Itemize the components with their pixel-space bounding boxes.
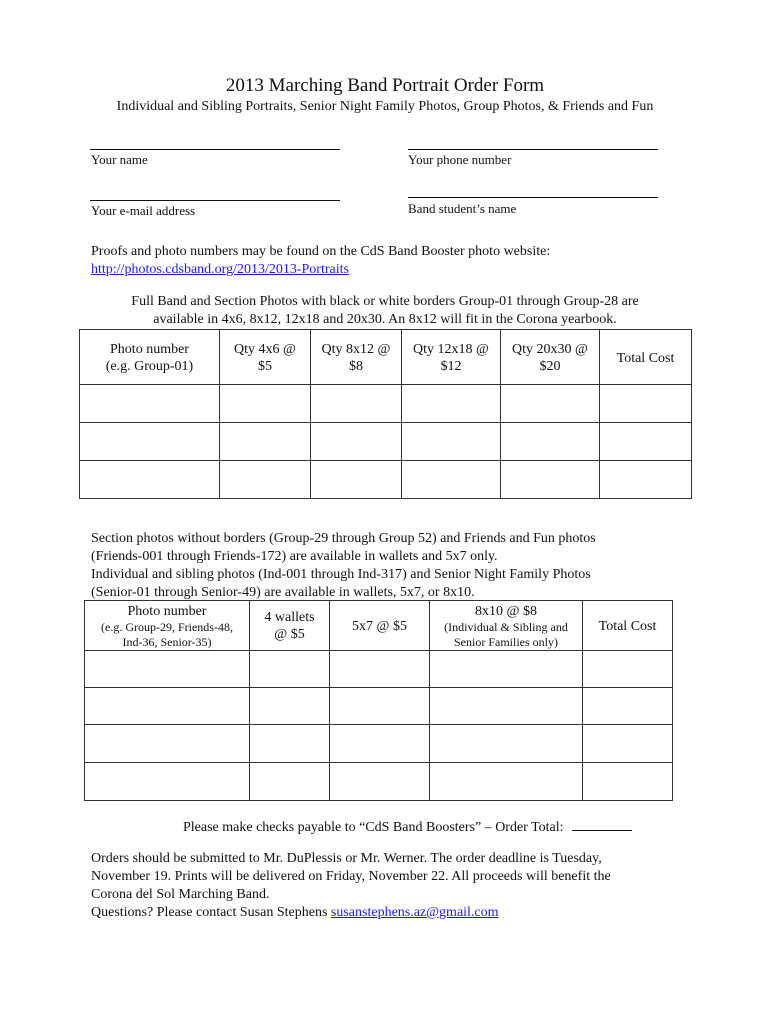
group-photo-order-table — [79, 329, 692, 499]
table2-header-total-cost-label: Total Cost — [598, 619, 657, 634]
table1-header-qty-4x6-price: $5 — [258, 359, 272, 374]
table1-header-row — [80, 330, 692, 385]
table2-cell[interactable] — [250, 763, 330, 801]
table1-cell[interactable] — [402, 461, 501, 499]
email-label: Your e-mail address — [91, 203, 196, 218]
name-label: Your name — [91, 152, 148, 167]
table1-intro-line1: Full Band and Section Photos with black or white borders Group-01 through Group-28 are — [131, 294, 639, 309]
table2-cell[interactable] — [583, 651, 673, 688]
table1-header-qty-12x18-label: Qty 12x18 @ — [413, 342, 489, 357]
table1-cell[interactable] — [220, 385, 311, 423]
student-name-label: Band student’s name — [408, 201, 517, 216]
orders-line2: November 19. Prints will be delivered on Friday, November 22. All proceeds will benefit the — [91, 869, 611, 884]
table1-header-qty-4x6 — [220, 330, 311, 385]
table1-header-qty-20x30-label: Qty 20x30 @ — [512, 342, 588, 357]
table2-intro-line2: (Friends-001 through Friends-172) are available in wallets and 5x7 only. — [91, 549, 498, 564]
table1-cell[interactable] — [220, 423, 311, 461]
table2-header-8x10-note1: (Individual & Sibling and — [444, 620, 568, 634]
table2-cell[interactable] — [330, 763, 430, 801]
table2-intro-line3: Individual and sibling photos (Ind-001 through Ind-317) and Senior Night Family Photos — [91, 567, 591, 582]
form-title: 2013 Marching Band Portrait Order Form — [225, 75, 545, 96]
table2-cell[interactable] — [330, 725, 430, 763]
table1-header-qty-20x30-price: $20 — [539, 359, 561, 374]
table2-intro-line4: (Senior-01 through Senior-49) are available in wallets, 5x7, or 8x10. — [91, 585, 475, 600]
table2-cell[interactable] — [583, 725, 673, 763]
table1-header-qty-12x18-price: $12 — [440, 359, 462, 374]
table2-header-photo-number-main: Photo number — [127, 604, 207, 619]
table1-header-qty-4x6-label: Qty 4x6 @ — [234, 342, 296, 357]
table1-header-total-cost — [600, 330, 692, 385]
table2-header-8x10-label: 8x10 @ $8 — [475, 604, 537, 619]
table2-cell[interactable] — [430, 651, 583, 688]
table2-header-5x7-label: 5x7 @ $5 — [352, 619, 407, 634]
checks-payable-line — [183, 818, 632, 837]
table-row — [80, 385, 692, 423]
email-field-line[interactable] — [90, 200, 340, 201]
table-row — [85, 688, 673, 725]
table1-header-qty-12x18 — [402, 330, 501, 385]
table2-cell[interactable] — [250, 651, 330, 688]
table1-cell[interactable] — [501, 461, 600, 499]
individual-photo-order-table — [84, 600, 673, 801]
table2-cell[interactable] — [430, 763, 583, 801]
table2-cell[interactable] — [85, 725, 250, 763]
orders-line3: Corona del Sol Marching Band. — [91, 887, 270, 902]
table1-intro-line2: available in 4x6, 8x12, 12x18 and 20x30. An 8x12 will fit in the Corona yearbook. — [153, 312, 617, 327]
orders-line1: Orders should be submitted to Mr. DuPlessis or Mr. Werner. The order deadline is Tuesday, — [91, 851, 602, 866]
table2-header-photo-number — [85, 601, 250, 651]
table-row — [85, 725, 673, 763]
table2-header-wallets-price: @ $5 — [274, 627, 305, 642]
table1-header-qty-20x30 — [501, 330, 600, 385]
table2-cell[interactable] — [583, 763, 673, 801]
table2-header-8x10 — [430, 601, 583, 651]
order-total-field[interactable] — [572, 818, 632, 831]
table-row — [85, 763, 673, 801]
proofs-text: Proofs and photo numbers may be found on the CdS Band Booster photo website: — [91, 244, 551, 259]
table2-cell[interactable] — [430, 688, 583, 725]
table2-header-5x7 — [330, 601, 430, 651]
table1-header-photo-number-main: Photo number — [110, 342, 189, 357]
table2-cell[interactable] — [330, 651, 430, 688]
table1-cell[interactable] — [80, 423, 220, 461]
table2-header-8x10-note2: Senior Families only) — [454, 635, 558, 649]
table2-cell[interactable] — [85, 688, 250, 725]
table-row — [80, 461, 692, 499]
table2-cell[interactable] — [250, 688, 330, 725]
table1-cell[interactable] — [501, 385, 600, 423]
table2-header-photo-number-example1: (e.g. Group-29, Friends-48, — [101, 620, 233, 634]
table1-cell[interactable] — [600, 385, 692, 423]
table2-header-total-cost — [583, 601, 673, 651]
checks-payable-text: Please make checks payable to “CdS Band Boosters” – Order Total: — [183, 820, 564, 835]
table1-cell[interactable] — [402, 385, 501, 423]
student-name-field-line[interactable] — [408, 197, 658, 198]
table1-cell[interactable] — [80, 385, 220, 423]
table2-header-wallets — [250, 601, 330, 651]
questions-line — [91, 904, 499, 922]
questions-text: Questions? Please contact Susan Stephens — [91, 905, 328, 920]
table1-header-qty-8x12-label: Qty 8x12 @ — [321, 342, 391, 357]
table1-header-qty-8x12 — [311, 330, 402, 385]
phone-label: Your phone number — [408, 152, 512, 167]
table1-header-total-cost-label: Total Cost — [616, 351, 675, 366]
table1-cell[interactable] — [600, 461, 692, 499]
table1-cell[interactable] — [311, 385, 402, 423]
table2-intro-line1: Section photos without borders (Group-29 through Group 52) and Friends and Fun photos — [91, 531, 596, 546]
contact-email-link[interactable]: susanstephens.az@gmail.com — [330, 905, 499, 920]
table1-cell[interactable] — [501, 423, 600, 461]
table1-cell[interactable] — [600, 423, 692, 461]
table2-cell[interactable] — [583, 688, 673, 725]
table2-cell[interactable] — [250, 725, 330, 763]
phone-field-line[interactable] — [408, 149, 658, 150]
table2-header-row — [85, 601, 673, 651]
table1-header-photo-number-example: (e.g. Group-01) — [105, 359, 194, 374]
table1-cell[interactable] — [311, 423, 402, 461]
table2-cell[interactable] — [85, 763, 250, 801]
table1-cell[interactable] — [311, 461, 402, 499]
form-subtitle: Individual and Sibling Portraits, Senior Night Family Photos, Group Photos, & Friends and Fun — [116, 99, 654, 114]
table1-cell[interactable] — [402, 423, 501, 461]
table1-cell[interactable] — [220, 461, 311, 499]
table2-header-wallets-label: 4 wallets — [264, 610, 315, 625]
table2-header-photo-number-example2: Ind-36, Senior-35) — [122, 635, 212, 649]
table1-cell[interactable] — [80, 461, 220, 499]
name-field-line[interactable] — [90, 149, 340, 150]
table1-header-photo-number — [80, 330, 220, 385]
proofs-link[interactable]: http://photos.cdsband.org/2013/2013-Portraits — [91, 262, 349, 277]
table2-cell[interactable] — [330, 688, 430, 725]
table1-header-qty-8x12-price: $8 — [349, 359, 363, 374]
table2-cell[interactable] — [430, 725, 583, 763]
table2-cell[interactable] — [85, 651, 250, 688]
table-row — [85, 651, 673, 688]
table-row — [80, 423, 692, 461]
